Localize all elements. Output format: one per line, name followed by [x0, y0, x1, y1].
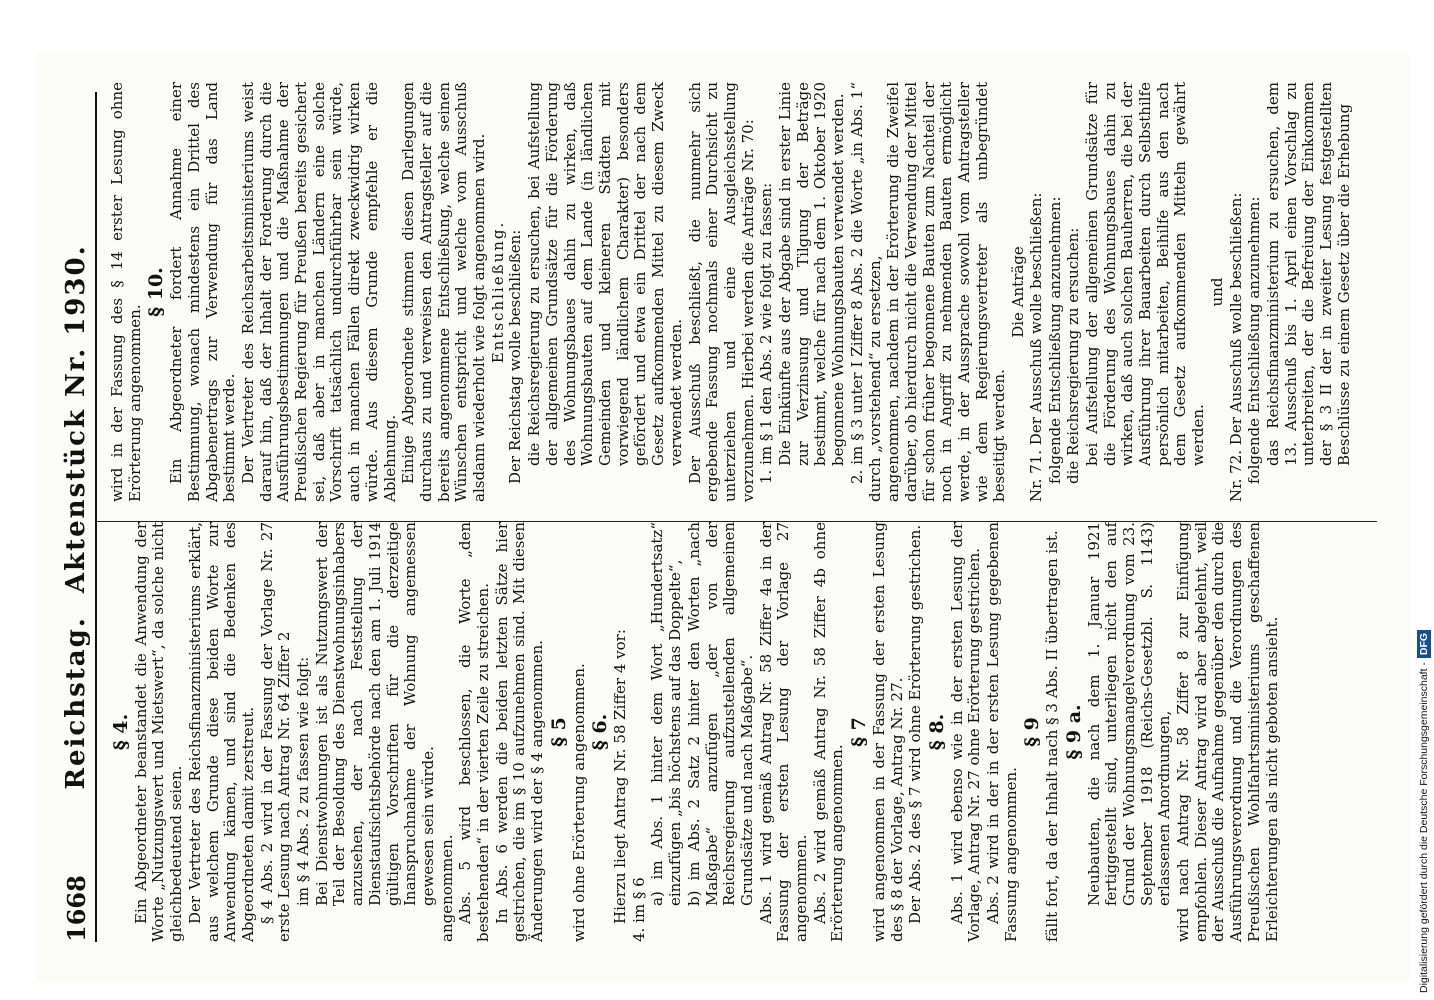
quoted-provision: die Reichsregierung zu ersuchen, bei Aufstellung der allgemeinen Grundsätze für die Förderung des Wohnungsbaues dahin zu wirken, daß Wohnungsbauten auf dem Lande (in ländlichen Gemeinden und kleineren Städten mit vorwiegend ländlichem Charakter) besonders gefördert und etwa ein Drittel der nach dem Gesetz aufkommenden Mittel zu diesem Zweck verwendet werden.: [525, 82, 685, 466]
paragraph: 4. im § 6: [629, 877, 648, 942]
section-9-heading: § 9: [1021, 717, 1044, 747]
paragraph: angenommen, nachdem in der Erörterung die Zweifel darüber, ob hierdurch nicht die Verwendung der Mittel für schon früher begonnene Bauten zum Nachteil der noch in Angriff zu nehmenden Bauten ermöglicht werde, in der Aussprache sowohl vom Antragsteller wie dem Regierungsvertreter als unbegründet beseitigt werden.: [884, 82, 1009, 502]
paragraph: Abs. 1 wird gemäß Antrag Nr. 58 Ziffer 4a in der Fassung der ersten Lesung der Vorlage 27 angenommen.: [756, 522, 811, 942]
funding-credit: [1417, 8, 1431, 993]
paragraph: Der Reichstag wolle beschließen:: [506, 229, 525, 484]
right-column: [109, 82, 1355, 502]
paragraph: § 4 Abs. 2 wird in der Fassung der Vorlage Nr. 27 erste Lesung nach Antrag Nr. 64 Ziffer 2: [257, 522, 294, 942]
section-7-heading: § 7: [848, 717, 871, 747]
quoted-provision: Die Einkünfte aus der Abgabe sind in erster Linie zur Verzinsung und Tilgung der Beträge bestimmt, welche für nach dem 1. Oktober 1920 begonnene Wohnungsbauten verwendet werden.: [776, 82, 848, 466]
paragraph: angenommen.: [437, 834, 456, 942]
list-item: a) im Abs. 1 hinter dem Wort „Hundertsatz“ einzufügen „bis höchstens auf das Doppelte“,: [648, 522, 685, 906]
conjunction: und: [1207, 277, 1226, 307]
quoted-provision: das Reichsfinanzministerium zu ersuchen, dem 13. Ausschuß bis 1. April einen Vorschlag zu unterbreiten, der die Befreiung der Einkommen der § 3 II der in zweiter Lesung festgestellten Beschlüsse zu einem Gesetz über die Erhebung: [1264, 82, 1353, 466]
paragraph: Abs. 2 wird gemäß Antrag Nr. 58 Ziffer 4b ohne Erörterung angenommen.: [810, 522, 847, 942]
paragraph: im § 4 Abs. 2 zu fassen wie folgt:: [294, 656, 313, 906]
list-item: 2. im § 3 unter I Ziffer 8 Abs. 2 die Worte „in Abs. 1“ durch „vorstehend“ zu ersetzen,: [847, 82, 884, 502]
paragraph: Der Abs. 2 des § 7 wird ohne Erörterung gestrichen.: [906, 524, 925, 924]
section-4-heading: § 4.: [110, 713, 132, 751]
paragraph: fällt fort, da der Inhalt nach § 3 Abs. II übertragen ist.: [1043, 530, 1062, 942]
quoted-provision: Neubauten, die nach dem 1. Januar 1921 fertiggestellt sind, unterliegen nicht den auf Grund der Wohnungsmangelverordnung vom 23. September 1918 (Reichs-Gesetzbl. S. 1143) erlassenen Anordnungen,: [1084, 522, 1174, 906]
paragraph: Der Vertreter des Reichsarbeitsministeriums weist darauf hin, daß der Inhalt der Forderung durch die Ausführungsbestimmungen und die Maßnahme der Preußischen Regierung für Preußen bereits gesichert sei, daß aber in manchen Ländern eine solche Vorschrift tatsächlich undurchführbar sein würde, auch in manchen Fällen direkt zweckwidrig wirken würde. Aus diesem Grunde empfehle er die Ablehnung.: [238, 82, 399, 502]
paragraph: wird nach Antrag Nr. 58 Ziffer 8 zur Einfügung empfohlen. Dieser Antrag wird aber abgelehnt, weil der Ausschuß die Aufnahme gegenüber den durch die Ausführungsverordnung und die Verordnungen des Preußischen Wohlfahrtsministeriums geschaffenen Erleichterungen als nicht geboten ansieht.: [1174, 522, 1281, 942]
rotated-document: [37, 52, 1410, 982]
paragraph: In Abs. 6 werden die beiden letzten Sätze hier gestrichen, die im § 10 aufzunehmen sind. Mit diesen Änderungen wird der § 4 angenommen.: [492, 522, 547, 942]
credit-text: Digitalisierung gefördert durch die Deutsche Forschungsgemeinschaft -: [1418, 662, 1430, 993]
funding-credit-strip: [1417, 8, 1431, 993]
page-number: 1668: [62, 875, 91, 942]
paragraph: Abs. 2 wird in der in der ersten Lesung gegebenen Fassung angenommen.: [984, 522, 1020, 942]
paragraph: Abs. 1 wird ebenso wie in der ersten Lesung der Vorlage, Antrag Nr. 27 ohne Erörterung gestrichen.: [947, 522, 984, 942]
motions-heading: Die Anträge: [1009, 246, 1028, 338]
quoted-provision: bei Aufstellung der allgemeinen Grundsätze für die Förderung des Wohnungsbaues dahin zu wirken, daß auch solchen Bauherren, die bei der Ausführung ihrer Bauarbeiten durch Selbsthilfe persönlich mitarbeiten, Beihilfe aus den nach dem Gesetz aufkommenden Mitteln gewährt werden.: [1082, 82, 1208, 466]
quoted-provision: Bei Dienstwohnungen ist als Nutzungswert der Teil der Besoldung des Dienstwohnungsinhabers anzusehen, der nach Feststellung der Dienstaufsichtsbehörde nach den am 1. Juli 1914 gültigen Vorschriften für die derzeitige Inanspruchnahme der Wohnung angemessen gewesen sein würde.: [312, 522, 437, 906]
document-number: Aktenstück Nr. 1930.: [61, 244, 91, 594]
paragraph: die Reichsregierung zu ersuchen:: [1064, 227, 1083, 484]
document-body: [37, 52, 1410, 982]
paragraph: Ein Abgeordneter fordert Annahme einer Bestimmung, wonach mindestens ein Drittel des Abgabenertrags zur Verwendung für das Land bestimmt werde.: [167, 82, 239, 502]
section-8-heading: § 8.: [925, 713, 948, 751]
paragraph: Abs. 5 wird beschlossen, die Worte „den bestehenden“ in der vierten Zeile zu streichen.: [456, 522, 493, 942]
scanned-page: [37, 52, 1410, 982]
section-10-heading: § 10.: [145, 267, 168, 317]
left-column: [109, 522, 1282, 942]
paragraph: Hierzu liegt Antrag Nr. 58 Ziffer 4 vor:: [610, 629, 629, 924]
paragraph: wird ohne Erörterung angenommen.: [569, 663, 588, 942]
section-6-heading: § 6.: [589, 713, 612, 751]
section-9a-heading: § 9 a.: [1062, 704, 1085, 760]
paragraph: wird angenommen in der Fassung der ersten Lesung des § 8 der Vorlage, Antrag Nr. 27.: [869, 522, 906, 942]
dfg-logo: DFG: [1417, 630, 1431, 658]
section-5-heading: § 5: [547, 717, 570, 747]
chamber-name: Reichstag.: [61, 616, 91, 790]
resolution-heading: Entschließung.: [488, 220, 507, 364]
paragraph: Einige Abgeordnete stimmen diesen Darlegungen durchaus zu und verweisen den Antragsteller auf die bereits angenommene Entschließung, welche seinen Wünschen entspricht und welche vom Ausschuß alsdann wiederholt wie folgt angenommen wird.: [399, 82, 489, 502]
list-item: b) im Abs. 2 Satz 2 hinter den Worten „nach Maßgabe“ anzufügen „der von der Reichsregierung aufzustellenden allgemeinen Grundsätze und nach Maßgabe“.: [684, 522, 756, 906]
paragraph: Der Vertreter des Reichsfinanzministeriums erklärt, aus welchem Grunde diese beiden Worte zur Anwendung kämen, und sind die Bedenken des Abgeordneten damit zerstreut.: [185, 522, 257, 942]
paragraph: folgende Entschließung anzunehmen:: [1245, 196, 1264, 484]
motion-label: Nr. 72. Der Ausschuß wolle beschließen:: [1226, 192, 1245, 502]
running-title: [61, 92, 91, 942]
list-item: 1. im § 1 den Abs. 2 wie folgt zu fassen:: [757, 182, 776, 484]
paragraph: Der Ausschuß beschließt, die nunmehr sich ergebende Fassung nochmals einer Durchsicht zu unterziehen und eine Ausgleichsstellung vorzunehmen. Hierbei werden die Anträge Nr. 70:: [685, 82, 757, 502]
paragraph: wird in der Fassung des § 14 erster Lesung ohne Erörterung angenommen.: [108, 82, 144, 502]
page-header: [55, 92, 97, 942]
paragraph: folgende Entschließung anzunehmen:: [1045, 196, 1064, 484]
paragraph: Ein Abgeordneter beanstandet die Anwendung der Worte „Nutzungswert und Mietswert“, da solche nicht gleichbedeutend seien.: [131, 522, 186, 942]
motion-label: Nr. 71. Der Ausschuß wolle beschließen:: [1026, 192, 1045, 502]
